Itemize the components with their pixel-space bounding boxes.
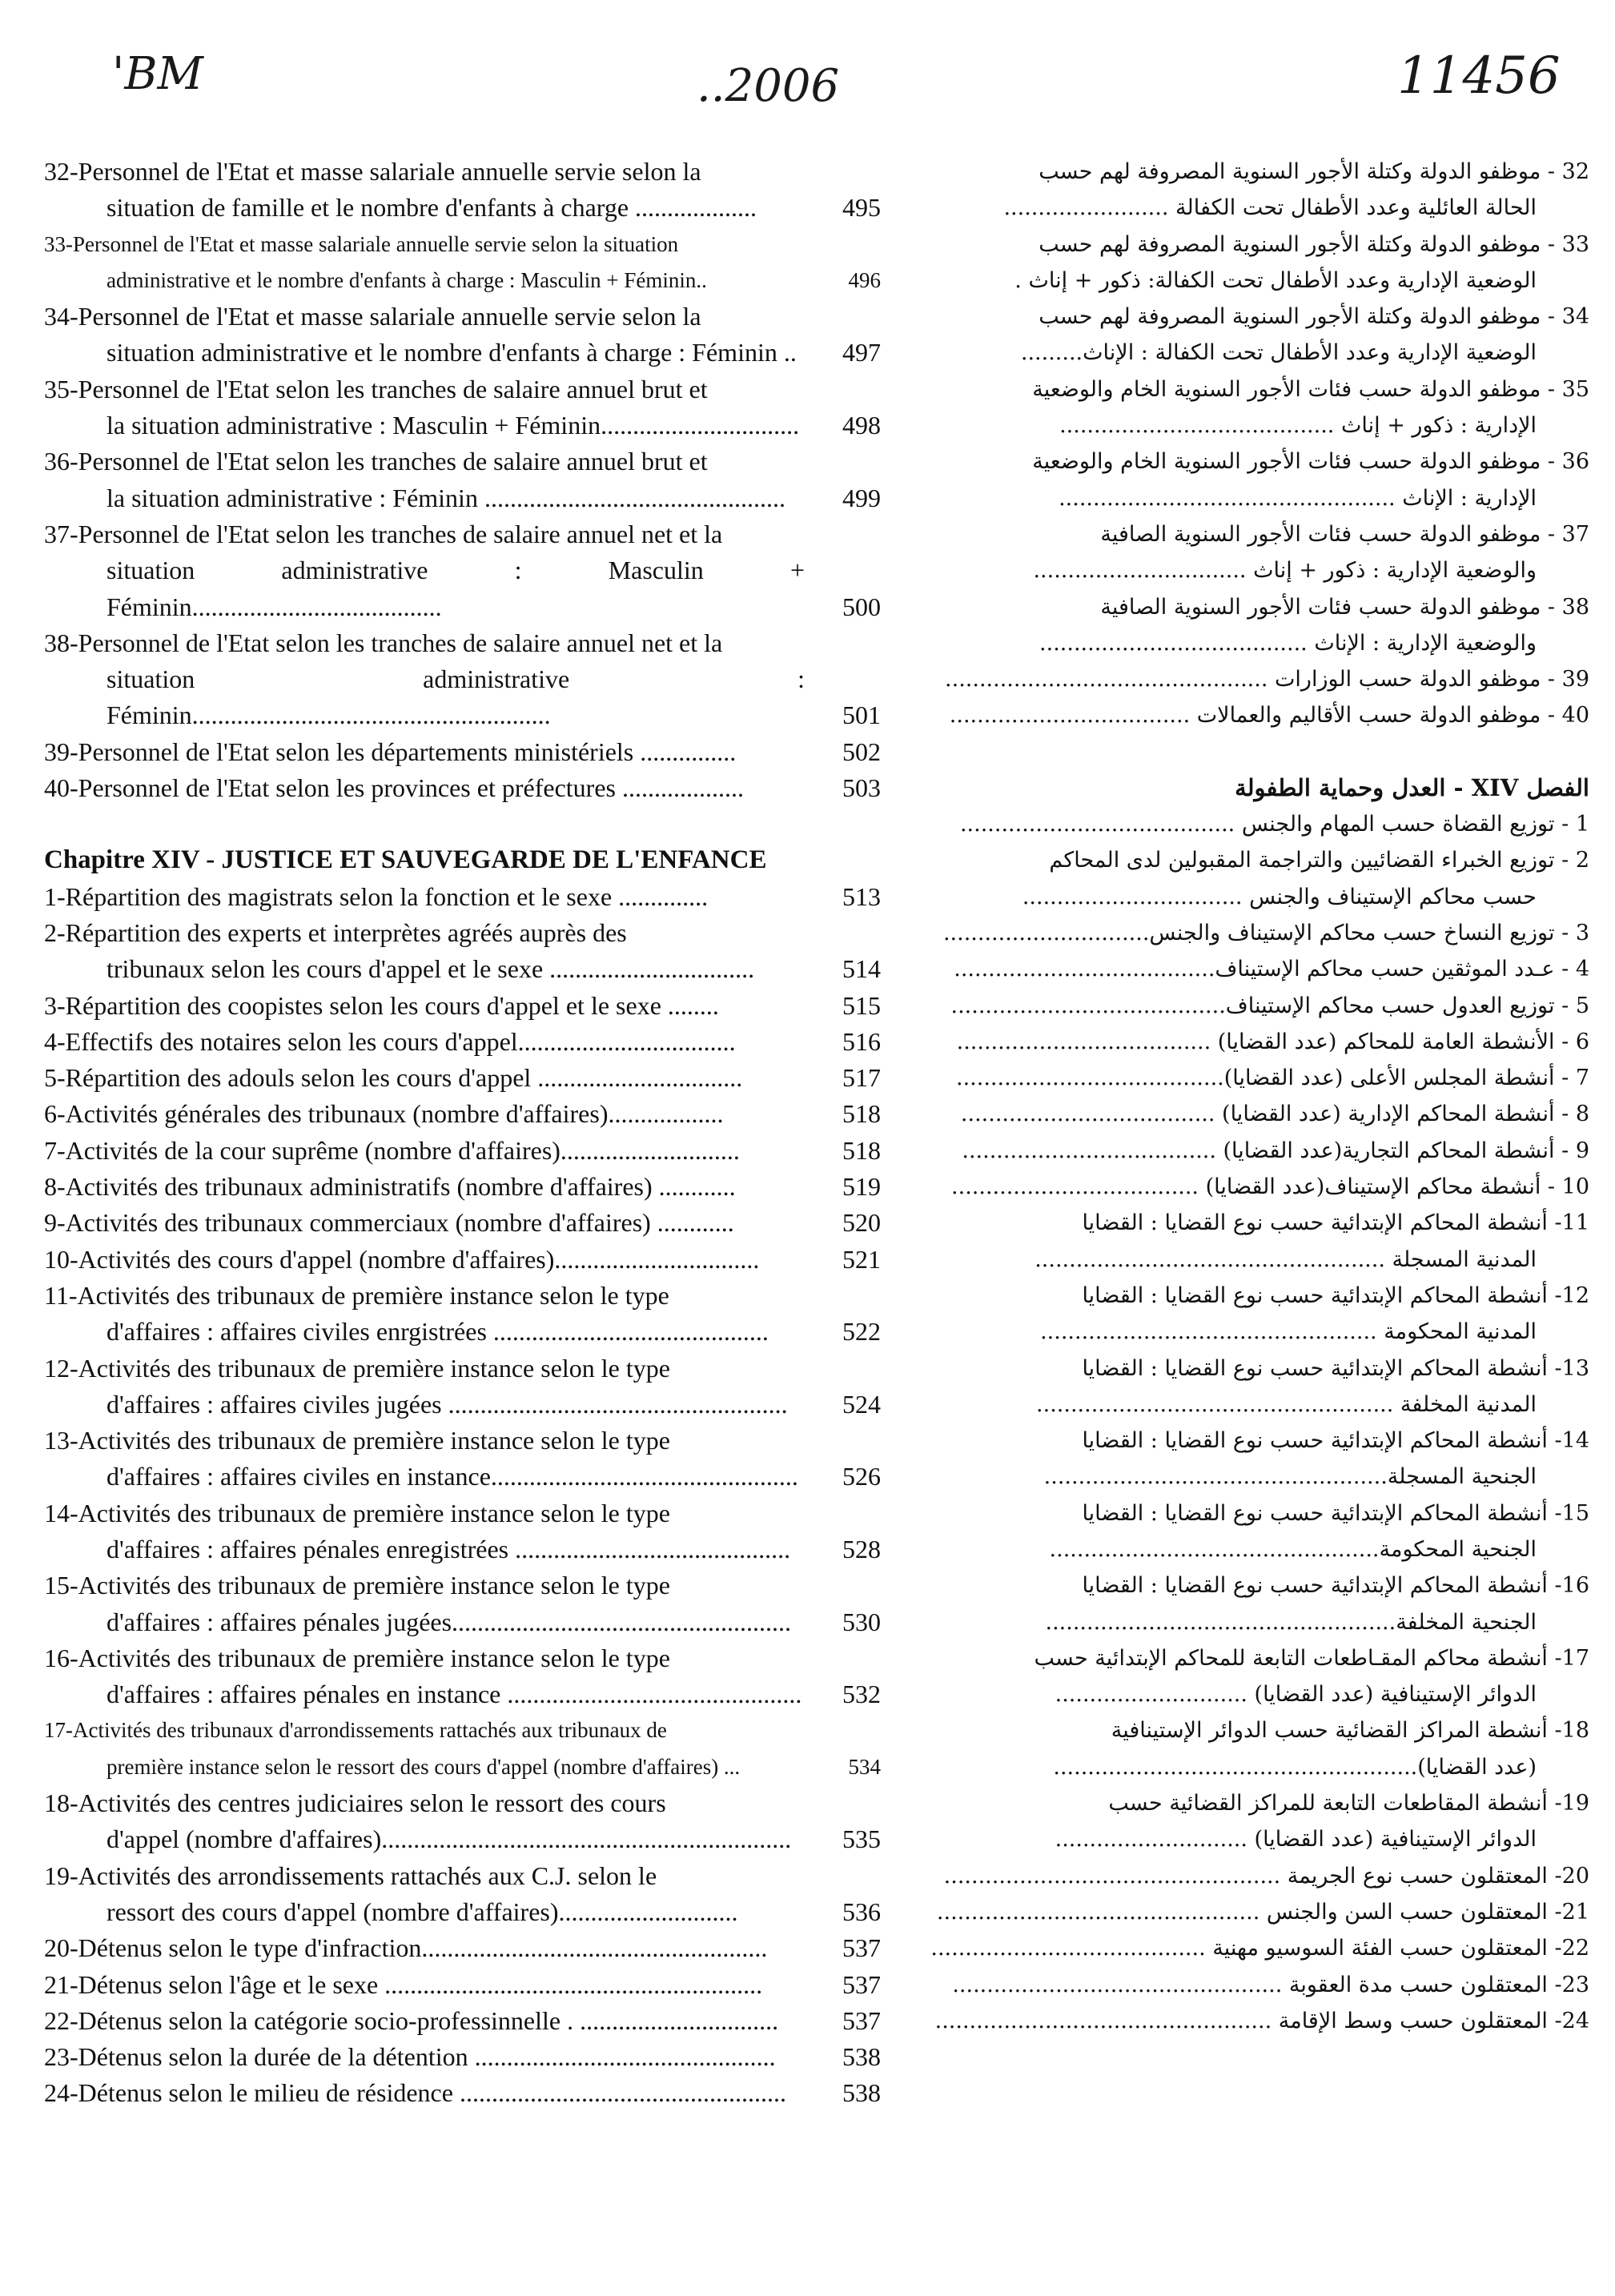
toc-entry-text: 37-Personnel de l'Etat selon les tranches de salaire annuel net et la (44, 519, 723, 548)
toc-entry-text: d'affaires : affaires civiles en instance................................................ (106, 1462, 798, 1491)
toc-entry-text: المدنية المسجلة ................................................... (1034, 1246, 1537, 1272)
toc-entry (897, 371, 1589, 444)
toc-entry (44, 154, 881, 227)
toc-entry (44, 1712, 881, 1785)
toc-entry (897, 1495, 1589, 1568)
toc-entry (897, 1712, 1589, 1785)
toc-entry (897, 444, 1589, 516)
toc-page-number: 537 (842, 1933, 881, 1963)
toc-page-number: 514 (842, 954, 881, 984)
toc-entry (897, 1024, 1589, 1060)
toc-entry (897, 1858, 1589, 1894)
toc-entry-text: 16- أنشطة المحاكم الإبتدائية حسب نوع القضايا : القضايا (1082, 1573, 1589, 1599)
toc-entry (44, 1351, 881, 1423)
toc-entry (897, 299, 1589, 371)
toc-entry-text: la situation administrative : Masculin + Féminin............................... (106, 411, 800, 440)
toc-page-number: 503 (842, 773, 881, 803)
toc-entry-text: والوضعية الإدارية : ذكور + إناث ............................... (1033, 558, 1537, 584)
toc-page-number: 522 (842, 1317, 881, 1347)
toc-entry-text: 2-Répartition des experts et interprètes agréés auprès des (44, 917, 627, 947)
toc-entry-text: 40-Personnel de l'Etat selon les provinces et préfectures ................... (44, 773, 744, 803)
toc-entry-text: الدوائر الإستينافية (عدد القضايا) ............................ (1055, 1827, 1537, 1852)
toc-entry-text: 19- أنشطة المقاطعات التابعة للمراكز القضائية حسب (1108, 1791, 1589, 1816)
toc-entry-text: 17-Activités des tribunaux d'arrondissements rattachés aux tribunaux de (44, 1718, 667, 1743)
toc-page-number: 502 (842, 737, 881, 766)
toc-entry-text: الوضعية الإدارية وعدد الأطفال تحت الكفالة: ذكور + إناث . (1014, 267, 1537, 293)
toc-page-number: 517 (842, 1063, 881, 1093)
toc-entry (44, 1242, 881, 1278)
toc-entry-text: 32 - موظفو الدولة وكتلة الأجور السنوية المصروفة لهم حسب (1039, 159, 1589, 184)
toc-entry-text: d'appel (nombre d'affaires)................................................................ (106, 1824, 792, 1854)
toc-entry (897, 1930, 1589, 1966)
toc-entry-text: 36 - موظفو الدولة حسب فئات الأجور السنوية الخام والوضعية (1032, 449, 1589, 475)
toc-entry-text: 4-Effectifs des notaires selon les cours d'appel.................................. (44, 1026, 736, 1056)
toc-entry-text: 11- أنشطة المحاكم الإبتدائية حسب نوع القضايا : القضايا (1082, 1210, 1589, 1236)
toc-entry-text: 22-Détenus selon la catégorie socio-professinnelle . ............................... (44, 2005, 779, 2035)
toc-page-number: 497 (842, 338, 881, 367)
toc-page-number: 528 (842, 1534, 881, 1563)
toc-entry-text: 18- أنشطة المراكز القضائية حسب الدوائر الإستينافية (1111, 1718, 1589, 1744)
toc-entry (897, 154, 1589, 227)
toc-entry-text: 1 - توزيع القضاة حسب المهام والجنس ........................................ (959, 812, 1589, 837)
toc-entry (897, 2003, 1589, 2039)
toc-entry-text: 38 - موظفو الدولة حسب فئات الأجور السنوية الصافية (1100, 594, 1589, 620)
toc-entry-text: 12- أنشطة المحاكم الإبتدائية حسب نوع القضايا : القضايا (1082, 1282, 1589, 1308)
handwritten-note-left: 'BM (112, 48, 203, 100)
toc-entry-text: 35-Personnel de l'Etat selon les tranches de salaire annuel brut et (44, 374, 708, 403)
toc-entry-text: situation de famille et le nombre d'enfants à charge ................... (106, 193, 757, 223)
toc-entry-text: situation administrative : Féminin........................................................ (106, 664, 811, 730)
toc-entry (44, 299, 881, 371)
toc-entry-text: 23- المعتقلون حسب مدة العقوبة ................................................ (952, 1972, 1589, 1997)
toc-entry (897, 1096, 1589, 1132)
toc-entry (897, 661, 1589, 697)
toc-page-number: 536 (842, 1897, 881, 1926)
toc-entry-text: 12-Activités des tribunaux de première instance selon le type (44, 1353, 670, 1383)
toc-page-number: 513 (842, 881, 881, 911)
toc-entry-text: 24-Détenus selon le milieu de résidence ................................................... (44, 2078, 786, 2108)
handwritten-date: ..2006 (697, 60, 840, 112)
toc-entry-text: 9-Activités des tribunaux commerciaux (nombre d'affaires) ............ (44, 1208, 734, 1238)
toc-entry (897, 589, 1589, 662)
toc-entry-text: 13- أنشطة المحاكم الإبتدائية حسب نوع القضايا : القضايا (1082, 1355, 1589, 1381)
toc-entry (897, 1060, 1589, 1096)
toc-entry (897, 1351, 1589, 1423)
toc-page-number: 520 (842, 1208, 881, 1238)
toc-entry (897, 1423, 1589, 1495)
toc-entry (44, 1495, 881, 1568)
toc-entry-text: 38-Personnel de l'Etat selon les tranches de salaire annuel net et la (44, 628, 723, 657)
toc-entry (897, 516, 1589, 589)
toc-page-number: 501 (842, 700, 881, 730)
toc-entry-text: ressort des cours d'appel (nombre d'affaires)............................ (106, 1897, 738, 1926)
toc-entry (44, 1169, 881, 1205)
toc-entry-text: 1-Répartition des magistrats selon la fonction et le sexe .............. (44, 881, 709, 911)
toc-entry-text: 14- أنشطة المحاكم الإبتدائية حسب نوع القضايا : القضايا (1082, 1428, 1589, 1454)
toc-entry-text: الإدارية : ذكور + إناث ........................................ (1059, 413, 1537, 439)
toc-page-number: 534 (848, 1754, 881, 1779)
toc-page-number: 535 (842, 1824, 881, 1854)
toc-entry-text: الدوائر الإستينافية (عدد القضايا) ............................ (1055, 1682, 1537, 1708)
handwritten-reference-number: 11456 (1397, 46, 1561, 106)
toc-entry (897, 842, 1589, 915)
toc-entry-text: 32-Personnel de l'Etat et masse salariale annuelle servie selon la (44, 157, 701, 186)
toc-entry-text: 6-Activités générales des tribunaux (nombre d'affaires).................. (44, 1099, 724, 1129)
toc-entry (44, 1423, 881, 1495)
toc-entry (897, 1785, 1589, 1858)
toc-entry-text: 9 - أنشطة المحاكم التجارية(عدد القضايا) ..................................... (962, 1138, 1589, 1163)
toc-entry-text: 5-Répartition des adouls selon les cours d'appel ................................ (44, 1063, 743, 1093)
toc-entry-text: 17- أنشطة محاكم المقـاطعات التابعة للمحاكم الإبتدائية حسب (1034, 1645, 1589, 1671)
toc-entry-text: d'affaires : affaires civiles jugées ..................................................... (106, 1389, 788, 1419)
toc-entry (44, 625, 881, 734)
toc-entry-text: 10 - أنشطة محاكم الإستيناف(عدد القضايا) .................................... (951, 1174, 1589, 1200)
toc-entry-text: 35 - موظفو الدولة حسب فئات الأجور السنوية الخام والوضعية (1032, 376, 1589, 402)
toc-entry-text: 20- المعتقلون حسب نوع الجريمة ................................................. (943, 1863, 1589, 1889)
toc-entry-text: 23-Détenus selon la durée de la détention ............................................... (44, 2042, 776, 2072)
toc-page-number: 516 (842, 1026, 881, 1056)
toc-entry-text: الجنحية المخلفة................................................... (1045, 1609, 1537, 1635)
toc-page-number: 498 (842, 411, 881, 440)
toc-entry (44, 2075, 881, 2111)
toc-entry-text: 34 - موظفو الدولة وكتلة الأجور السنوية المصروفة لهم حسب (1039, 304, 1589, 330)
toc-entry-text: الجنحية المحكومة................................................ (1049, 1536, 1537, 1562)
toc-entry (44, 734, 881, 770)
toc-entry (44, 770, 881, 806)
toc-entry-text: 37 - موظفو الدولة حسب فئات الأجور السنوية الصافية (1100, 521, 1589, 547)
toc-entry-text: tribunaux selon les cours d'appel et le sexe ................................ (106, 954, 755, 984)
toc-entry (897, 1133, 1589, 1169)
toc-entry-text: 7-Activités de la cour suprême (nombre d'affaires)............................ (44, 1135, 740, 1165)
toc-entry (44, 1785, 881, 1858)
toc-entry (44, 2003, 881, 2039)
toc-arabic-column (897, 154, 1589, 2039)
toc-entry-text: 3-Répartition des coopistes selon les cours d'appel et le sexe ........ (44, 990, 719, 1020)
toc-page-number: 519 (842, 1172, 881, 1202)
toc-page-number: 500 (842, 592, 881, 621)
toc-entry-text: 22- المعتقلون حسب الفئة السوسيو مهنية ........................................ (930, 1936, 1589, 1961)
toc-entry-text: 14-Activités des tribunaux de première instance selon le type (44, 1498, 670, 1527)
toc-page-number: 538 (842, 2078, 881, 2108)
toc-entry (44, 988, 881, 1024)
toc-page-number: 537 (842, 2005, 881, 2035)
toc-entry (44, 1640, 881, 1713)
toc-french-column (44, 154, 881, 2112)
toc-page-number: 538 (842, 2042, 881, 2072)
toc-entry (44, 444, 881, 516)
toc-entry (897, 227, 1589, 299)
toc-entry (44, 879, 881, 915)
toc-entry-text: 6 - الأنشطة العامة للمحاكم (عدد القضايا) ..................................... (956, 1029, 1589, 1054)
toc-entry-text: 39-Personnel de l'Etat selon les départements ministériels ............... (44, 737, 737, 766)
toc-entry-text: situation administrative et le nombre d'enfants à charge : Féminin .. (106, 338, 797, 367)
toc-entry-text: 11-Activités des tribunaux de première instance selon le type (44, 1280, 669, 1310)
toc-entry (44, 915, 881, 988)
toc-entry-text: 40 - موظفو الدولة حسب الأقاليم والعمالات ................................... (949, 703, 1589, 729)
toc-entry-text: حسب محاكم الإستيناف والجنس ................................ (1022, 884, 1537, 909)
toc-entry-text: الحالة العائلية وعدد الأطفال تحت الكفالة ........................ (1003, 195, 1537, 221)
toc-entry-text: 21- المعتقلون حسب السن والجنس ............................................... (936, 1899, 1589, 1925)
toc-page-number: 526 (842, 1462, 881, 1491)
toc-entry-text: situation administrative : Masculin + Féminin....................................... (106, 556, 811, 621)
toc-entry-text: الإدارية : الإناث ................................................. (1059, 485, 1537, 511)
toc-entry-text: 19-Activités des arrondissements rattachés aux C.J. selon le (44, 1860, 657, 1890)
toc-entry-text: الجنحية المسجلة.................................................. (1043, 1464, 1537, 1490)
toc-entry-text: administrative et le nombre d'enfants à charge : Masculin + Féminin.. (106, 267, 707, 292)
toc-entry (897, 1205, 1589, 1278)
toc-entry-text: 5 - توزيع العدول حسب محاكم الإستيناف........................................ (950, 993, 1589, 1018)
toc-page-number: 518 (842, 1135, 881, 1165)
toc-entry-text: المدنية المحكومة ................................................. (1040, 1319, 1537, 1345)
toc-entry-text: 33-Personnel de l'Etat et masse salariale annuelle servie selon la situation (44, 231, 679, 256)
toc-entry-text: المدنية المخلفة .................................................... (1036, 1391, 1537, 1417)
toc-entry-text: 24- المعتقلون حسب وسط الإقامة ................................................. (934, 2008, 1589, 2033)
toc-entry (897, 1169, 1589, 1205)
toc-entry-text: d'affaires : affaires pénales jugées..................................................... (106, 1607, 792, 1636)
toc-entry (44, 1858, 881, 1931)
toc-entry-text: 34-Personnel de l'Etat et masse salariale annuelle servie selon la (44, 302, 701, 331)
toc-entry (44, 1278, 881, 1351)
toc-entry-text: d'affaires : affaires civiles enrgistrées ........................................... (106, 1317, 769, 1347)
chapter-heading-arabic: الفصل XIV - العدل وحماية الطفولة (1235, 773, 1589, 801)
toc-entry-text: 8-Activités des tribunaux administratifs (nombre d'affaires) ............ (44, 1172, 736, 1202)
toc-entry-text: d'affaires : affaires pénales en instance .............................................. (106, 1680, 802, 1709)
toc-page-number: 515 (842, 990, 881, 1020)
toc-entry-text: 20-Détenus selon le type d'infraction...................................................... (44, 1933, 768, 1963)
toc-page-number: 521 (842, 1244, 881, 1274)
toc-entry-text: 2 - توزيع الخبراء القضائيين والتراجمة المقبولين لدى المحاكم (1049, 848, 1589, 873)
toc-page-number: 530 (842, 1607, 881, 1636)
toc-page-number: 537 (842, 1969, 881, 1999)
toc-entry-text: 39 - موظفو الدولة حسب الوزارات ............................................... (945, 667, 1589, 692)
toc-page-number: 499 (842, 483, 881, 512)
toc-entry-text: 3 - توزيع النساخ حسب محاكم الإستيناف والجنس.............................. (942, 920, 1589, 945)
toc-entry-text: (عدد القضايا)..................................................... (1053, 1754, 1537, 1780)
toc-entry-text: 36-Personnel de l'Etat selon les tranches de salaire annuel brut et (44, 447, 708, 476)
toc-entry-text: 13-Activités des tribunaux de première instance selon le type (44, 1426, 670, 1455)
toc-entry-text: والوضعية الإدارية : الإناث ....................................... (1039, 630, 1537, 656)
toc-entry-text: 21-Détenus selon l'âge et le sexe ........................................................... (44, 1969, 763, 1999)
toc-entry (44, 1024, 881, 1060)
toc-page-number: 532 (842, 1680, 881, 1709)
toc-entry-text: 8 - أنشطة المحاكم الإدارية (عدد القضايا) ..................................... (960, 1102, 1589, 1127)
toc-entry-text: 10-Activités des cours d'appel (nombre d'affaires)................................ (44, 1244, 760, 1274)
toc-entry (897, 1894, 1589, 1930)
toc-entry-text: 18-Activités des centres judiciaires selon le ressort des cours (44, 1788, 666, 1818)
toc-entry (44, 1060, 881, 1096)
toc-entry (44, 1096, 881, 1132)
toc-entry-text: 16-Activités des tribunaux de première instance selon le type (44, 1643, 670, 1672)
toc-entry-text: 33 - موظفو الدولة وكتلة الأجور السنوية المصروفة لهم حسب (1039, 231, 1589, 257)
toc-entry (44, 227, 881, 299)
toc-entry (44, 371, 881, 444)
toc-entry-text: الوضعية الإدارية وعدد الأطفال تحت الكفالة : الإناث......... (1020, 340, 1537, 366)
toc-page-number: 518 (842, 1099, 881, 1129)
toc-entry-text: 15- أنشطة المحاكم الإبتدائية حسب نوع القضايا : القضايا (1082, 1500, 1589, 1526)
toc-entry-text: 7 - أنشطة المجلس الأعلى (عدد القضايا)....................................... (956, 1066, 1589, 1091)
toc-entry (44, 1567, 881, 1640)
toc-entry (44, 1205, 881, 1241)
toc-entry-text: la situation administrative : Féminin ............................................... (106, 483, 785, 512)
toc-entry-text: d'affaires : affaires pénales enregistrées ........................................... (106, 1534, 791, 1563)
toc-entry-text: 15-Activités des tribunaux de première instance selon le type (44, 1571, 670, 1600)
toc-entry (897, 1640, 1589, 1713)
toc-entry (44, 1967, 881, 2003)
toc-entry (897, 1278, 1589, 1351)
toc-page-number: 524 (842, 1389, 881, 1419)
toc-entry-text: 4 - عـدد الموثقين حسب محاكم الإستيناف...................................... (954, 957, 1589, 982)
toc-entry (44, 2039, 881, 2075)
toc-entry (897, 806, 1589, 842)
toc-entry (897, 1967, 1589, 2003)
toc-entry (44, 1133, 881, 1169)
toc-entry (897, 697, 1589, 733)
toc-entry (44, 516, 881, 625)
chapter-heading: Chapitre XIV - JUSTICE ET SAUVEGARDE DE L'ENFANCE (44, 845, 767, 875)
toc-entry (897, 915, 1589, 951)
toc-page-number: 495 (842, 193, 881, 223)
toc-entry (44, 1930, 881, 1966)
toc-entry (897, 988, 1589, 1024)
toc-entry-text: première instance selon le ressort des cours d'appel (nombre d'affaires) ... (106, 1754, 741, 1779)
toc-page-number: 496 (848, 267, 881, 292)
toc-entry (897, 951, 1589, 987)
toc-entry (897, 1567, 1589, 1640)
